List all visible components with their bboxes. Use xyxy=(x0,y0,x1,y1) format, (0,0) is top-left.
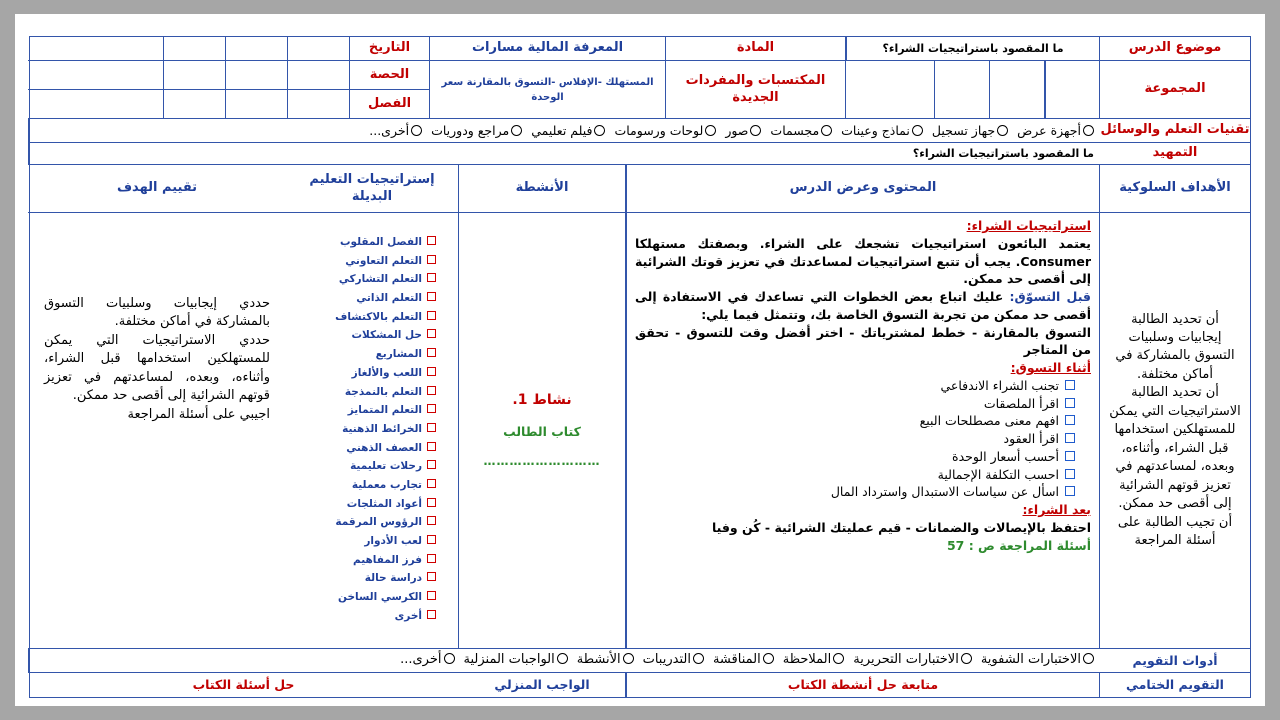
strategy-label: التعلم التشاركي xyxy=(338,273,422,286)
radio-icon xyxy=(961,653,972,664)
date-label-text: التاريخ xyxy=(368,40,411,56)
strategy-item xyxy=(335,476,436,495)
checkbox-icon[interactable] xyxy=(427,554,436,563)
strategy-item xyxy=(335,233,436,252)
col-strategies-text: إستراتيجيات التعليم البديلة xyxy=(309,172,435,204)
during-item-text: أحسب أسعار الوحدة xyxy=(952,448,1059,464)
option-label: أجهزة عرض xyxy=(1017,122,1081,138)
content-paragraph: التسوق بالمقارنة - خطط لمشترياتك - اختر أفضل وقت للتسوق - تحقق من المتاجر xyxy=(635,324,1091,358)
topic-value-text: ما المقصود باستراتيجيات الشراء؟ xyxy=(882,41,1064,55)
skills-value-text: المستهلك -الإفلاس -التسوق بالمقارنة سعر الوحدة xyxy=(441,76,654,103)
strategy-item xyxy=(335,439,436,458)
blank-cell xyxy=(226,61,288,90)
radio-icon xyxy=(705,125,716,136)
option-label: جهاز تسجيل xyxy=(931,122,996,138)
blank-cell xyxy=(164,90,226,119)
topic-label-text: موضوع الدرس xyxy=(1128,40,1222,56)
checkbox-icon[interactable] xyxy=(427,348,436,357)
objectives-cell xyxy=(1100,213,1250,649)
technique-option[interactable] xyxy=(614,123,716,139)
strategy-item xyxy=(335,513,436,532)
option-label: أخرى... xyxy=(369,122,410,138)
strategy-label: الخرائط الذهنية xyxy=(342,422,422,435)
col-evaluation-text: تقييم الهدف xyxy=(116,180,198,196)
during-item-text: اسأل عن سياسات الاستبدال واسترداد المال xyxy=(830,484,1059,500)
blank-cell xyxy=(28,37,102,61)
checkbox-icon[interactable] xyxy=(1065,415,1075,425)
techniques-label-text: تقنيات التعلم والوسائل xyxy=(1100,122,1250,138)
strategy-label: المشاريع xyxy=(375,348,422,361)
strategy-label: رحلات تعليمية xyxy=(350,460,422,473)
topic-label xyxy=(1100,37,1250,61)
assessment-options xyxy=(28,649,1100,673)
during-item xyxy=(635,430,1091,448)
checkbox-icon[interactable] xyxy=(427,610,436,619)
during-item xyxy=(635,412,1091,430)
group-box xyxy=(1045,61,1100,119)
group-label xyxy=(1100,61,1250,119)
final-solve xyxy=(28,673,459,697)
evaluation-2: حددي الاستراتيجيات التي يمكن للمستهلكين استخدامها قبل الشراء، وأثناءه، وبعده، لمساعدتهم في تعزيز قوتهم الشرائية إلى أقصى حد ممكن. xyxy=(44,332,270,404)
strategy-label: الرؤوس المرقمة xyxy=(335,516,422,529)
strategy-label: التعلم المتمايز xyxy=(347,404,422,417)
radio-icon xyxy=(411,125,422,136)
strategy-item xyxy=(335,457,436,476)
techniques-label xyxy=(1100,119,1250,143)
blank-cell xyxy=(102,37,164,61)
during-item-text: افهم معنى مصطلحات البيع xyxy=(919,413,1059,429)
blank-cell xyxy=(102,90,164,119)
strategy-label: تجارب معملية xyxy=(351,478,422,491)
content-cell xyxy=(626,213,1100,649)
after-heading: بعد الشراء: xyxy=(1022,502,1091,517)
checkbox-icon[interactable] xyxy=(427,535,436,544)
strategies-cell xyxy=(286,213,459,649)
checkbox-icon[interactable] xyxy=(1065,433,1075,443)
strategy-item xyxy=(335,308,436,327)
group-label-text: المجموعة xyxy=(1144,81,1206,97)
radio-icon xyxy=(912,125,923,136)
assessment-option[interactable] xyxy=(643,652,704,668)
technique-option[interactable] xyxy=(770,123,832,139)
radio-icon xyxy=(1083,653,1094,664)
checkbox-icon[interactable] xyxy=(427,367,436,376)
checkbox-icon[interactable] xyxy=(427,498,436,507)
radio-icon xyxy=(511,125,522,136)
technique-option[interactable] xyxy=(431,123,522,139)
before-shopping-label: قبل التسوّق: xyxy=(1009,289,1091,304)
option-label: مراجع ودوريات xyxy=(431,122,510,138)
checkbox-icon[interactable] xyxy=(1065,380,1075,390)
option-label: الاختبارات التحريرية xyxy=(853,652,959,668)
activity-title: نشاط 1. xyxy=(512,392,572,409)
period-label xyxy=(350,61,430,90)
checkbox-icon[interactable] xyxy=(427,329,436,338)
blank-cell xyxy=(288,37,350,61)
during-heading: أثناء التسوق: xyxy=(1010,360,1091,375)
strategy-label: الفصل المقلوب xyxy=(339,236,422,248)
checkbox-icon[interactable] xyxy=(427,292,436,301)
strategy-item xyxy=(335,345,436,364)
checkbox-icon[interactable] xyxy=(427,404,436,413)
radio-icon xyxy=(750,125,761,136)
strategy-item xyxy=(335,252,436,271)
radio-icon xyxy=(557,653,568,664)
strategy-label: أعواد المثلجات xyxy=(346,497,422,510)
intro-label xyxy=(1100,143,1250,165)
during-item-text: احسب التكلفة الإجمالية xyxy=(937,466,1059,482)
blank-cell xyxy=(288,90,350,119)
option-label: فيلم تعليمي xyxy=(531,122,593,138)
strategy-label: التعلم بالاكتشاف xyxy=(335,310,422,323)
technique-option[interactable] xyxy=(725,123,761,139)
strategy-label: التعلم التعاوني xyxy=(345,254,422,267)
strategy-label: فرز المفاهيم xyxy=(353,553,422,566)
strategy-label: اللعب والألغاز xyxy=(351,366,422,379)
strategy-item xyxy=(335,289,436,308)
option-label: التدريبات xyxy=(642,652,691,668)
strategy-label: التعلم الذاتي xyxy=(356,292,422,305)
during-item xyxy=(635,377,1091,395)
checkbox-icon[interactable] xyxy=(427,460,436,469)
option-label: مجسمات xyxy=(770,122,820,138)
strategy-item xyxy=(335,495,436,514)
radio-icon xyxy=(997,125,1008,136)
page-frame xyxy=(15,14,1265,706)
group-box xyxy=(990,61,1045,119)
intro-value xyxy=(28,143,1100,165)
radio-icon xyxy=(693,653,704,664)
skills-label xyxy=(666,61,846,119)
checkbox-icon[interactable] xyxy=(427,591,436,600)
strategy-item xyxy=(335,364,436,383)
strategy-label: حل المشكلات xyxy=(351,329,422,342)
intro-value-text: ما المقصود باستراتيجيات الشراء؟ xyxy=(912,146,1094,160)
strategy-item xyxy=(335,588,436,607)
assessment-option[interactable] xyxy=(400,652,454,668)
activities-cell xyxy=(459,213,626,649)
checkbox-icon[interactable] xyxy=(427,572,436,581)
checkbox-icon[interactable] xyxy=(427,255,436,264)
assessment-option[interactable] xyxy=(713,652,774,668)
review-questions: أسئلة المراجعة ص : 57 xyxy=(946,537,1091,553)
group-box xyxy=(935,61,990,119)
skills-label-text: المكتسبات والمفردات الجديدة xyxy=(685,73,826,105)
option-label: الاختبارات الشفوية xyxy=(980,652,1081,668)
technique-option[interactable] xyxy=(841,123,923,139)
final-solve-text: حل أسئلة الكتاب xyxy=(192,677,295,693)
evaluation-1: حددي إيجابيات وسلبيات التسوق بالمشاركة في أماكن مختلفة. xyxy=(44,296,270,330)
blank-cell xyxy=(288,61,350,90)
checkbox-icon[interactable] xyxy=(427,311,436,320)
assessment-option[interactable] xyxy=(464,652,568,668)
intro-label-text: التمهيد xyxy=(1152,145,1198,161)
checkbox-icon[interactable] xyxy=(1065,469,1075,479)
option-label: لوحات ورسومات xyxy=(614,122,704,138)
strategy-label: التعلم بالنمذجة xyxy=(344,385,422,398)
option-label: الواجبات المنزلية xyxy=(463,652,555,668)
assessment-option[interactable] xyxy=(783,652,845,668)
strategy-item xyxy=(335,420,436,439)
content-paragraph: احتفظ بالإيصالات والضمانات - قيم عمليتك الشرائية - كُن وفيا xyxy=(711,519,1091,535)
activity-dots: ……………………… xyxy=(483,453,601,468)
objective-2: أن تحديد الطالبة الاستراتيجيات التي يمكن للمستهلكين استخدامها قبل الشراء، وأثناءه، وبعده، لمساعدتهم في تعزيز قوتهم الشرائية إلى أقصى حد ممكن. xyxy=(1109,385,1241,512)
col-activities xyxy=(459,165,626,213)
checkbox-icon[interactable] xyxy=(427,516,436,525)
evaluation-cell xyxy=(28,213,286,649)
period-label-text: الحصة xyxy=(369,66,410,82)
blank-cell xyxy=(28,61,102,90)
strategy-item xyxy=(335,551,436,570)
during-item xyxy=(635,466,1091,484)
topic-value xyxy=(846,37,1100,61)
technique-option[interactable] xyxy=(932,123,1008,139)
blank-cell xyxy=(164,61,226,90)
checkbox-icon[interactable] xyxy=(427,479,436,488)
assessment-label xyxy=(1100,649,1250,673)
objective-3: أن تجيب الطالبة على أسئلة المراجعة xyxy=(1117,514,1233,548)
skills-value xyxy=(430,61,666,119)
checkbox-icon[interactable] xyxy=(427,236,436,245)
checkbox-icon[interactable] xyxy=(427,442,436,451)
strategy-item xyxy=(335,532,436,551)
subject-value xyxy=(430,37,666,61)
technique-option[interactable] xyxy=(531,123,605,139)
col-objectives-text: الأهداف السلوكية xyxy=(1119,180,1231,196)
subject-label xyxy=(666,37,846,61)
assessment-option[interactable] xyxy=(853,652,972,668)
group-box xyxy=(846,61,935,119)
activity-book: كتاب الطالب xyxy=(503,423,581,439)
checkbox-icon[interactable] xyxy=(427,386,436,395)
homework-label-text: الواجب المنزلي xyxy=(494,677,590,693)
final-follow-text: متابعة حل أنشطة الكتاب xyxy=(787,677,939,693)
during-item-text: اقرأ العقود xyxy=(1003,431,1059,446)
strategy-item xyxy=(335,401,436,420)
during-item xyxy=(635,395,1091,413)
col-content xyxy=(626,165,1100,213)
blank-cell xyxy=(226,90,288,119)
radio-icon xyxy=(444,653,455,664)
final-follow xyxy=(626,673,1100,697)
final-label-text: التقويم الختامي xyxy=(1126,677,1224,693)
techniques-options xyxy=(28,119,1100,143)
evaluation-3: اجيبي على أسئلة المراجعة xyxy=(127,406,270,422)
date-label xyxy=(350,37,430,61)
assessment-label-text: أدوات التقويم xyxy=(1132,652,1218,668)
strategy-label: الكرسي الساخن xyxy=(338,591,422,604)
strategy-label: العصف الذهني xyxy=(346,441,422,454)
during-item xyxy=(635,448,1091,466)
during-item-text: تجنب الشراء الاندفاعي xyxy=(940,377,1059,393)
assessment-option[interactable] xyxy=(981,652,1094,668)
subject-label-text: المادة xyxy=(736,40,775,56)
during-item-text: اقرأ الملصقات xyxy=(983,395,1059,411)
radio-icon xyxy=(1083,125,1094,136)
class-label xyxy=(350,90,430,119)
assessment-option[interactable] xyxy=(577,652,634,668)
radio-icon xyxy=(821,125,832,136)
radio-icon xyxy=(833,653,844,664)
lesson-plan-table xyxy=(29,36,1251,698)
final-label xyxy=(1100,673,1250,697)
objective-1: أن تحديد الطالبة إيجابيات وسلبيات التسوق بالمشاركة في أماكن مختلفة. xyxy=(1115,311,1235,382)
strategy-label: أخرى xyxy=(394,609,422,622)
option-label: الملاحظة xyxy=(782,652,832,668)
class-label-text: الفصل xyxy=(367,95,412,111)
checkbox-icon[interactable] xyxy=(1065,398,1075,408)
during-item xyxy=(635,483,1091,501)
option-label: المناقشة xyxy=(712,652,761,668)
strategy-item xyxy=(335,607,436,626)
technique-option[interactable] xyxy=(1017,123,1094,139)
checkbox-icon[interactable] xyxy=(427,273,436,282)
option-label: نماذج وعينات xyxy=(841,122,910,138)
col-objectives xyxy=(1100,165,1250,213)
option-label: أخرى... xyxy=(400,652,442,668)
strategy-label: لعب الأدوار xyxy=(364,535,422,547)
radio-icon xyxy=(763,653,774,664)
strategy-item xyxy=(335,326,436,345)
content-heading: استراتيجيات الشراء: xyxy=(966,218,1091,233)
blank-cell xyxy=(28,90,102,119)
option-label: صور xyxy=(725,122,749,138)
content-paragraph: يعتمد البائعون استراتيجيات تشجعك على الشراء. وبصفتك مستهلكا Consumer. يجب أن تتبع استراتيجيات لمساعدتك في تعزيز قوتك الشرائية إلى أقصى حد ممكن. xyxy=(635,235,1091,287)
blank-cell xyxy=(164,37,226,61)
homework-label xyxy=(459,673,626,697)
strategy-item xyxy=(335,383,436,402)
col-evaluation xyxy=(28,165,286,213)
technique-option[interactable] xyxy=(369,123,422,139)
blank-cell xyxy=(102,61,164,90)
content-paragraph: عليك اتباع بعض الخطوات التي تساعدك في الاستفادة إلى أقصى حد ممكن من تجربة التسوق الخاصة بك، وتتمثل فيما يلي: xyxy=(635,289,1091,322)
checkbox-icon[interactable] xyxy=(1065,451,1075,461)
radio-icon xyxy=(623,653,634,664)
checkbox-icon[interactable] xyxy=(1065,486,1075,496)
subject-value-text: المعرفة المالية مسارات xyxy=(471,40,624,56)
blank-cell xyxy=(226,37,288,61)
radio-icon xyxy=(594,125,605,136)
col-activities-text: الأنشطة xyxy=(515,180,569,196)
strategy-item xyxy=(335,569,436,588)
strategies-list xyxy=(335,213,458,625)
col-content-text: المحتوى وعرض الدرس xyxy=(789,180,937,196)
col-strategies xyxy=(286,165,459,213)
option-label: الأنشطة xyxy=(576,652,621,668)
strategy-item xyxy=(335,270,436,289)
checkbox-icon[interactable] xyxy=(427,423,436,432)
strategy-label: دراسة حالة xyxy=(364,572,422,585)
